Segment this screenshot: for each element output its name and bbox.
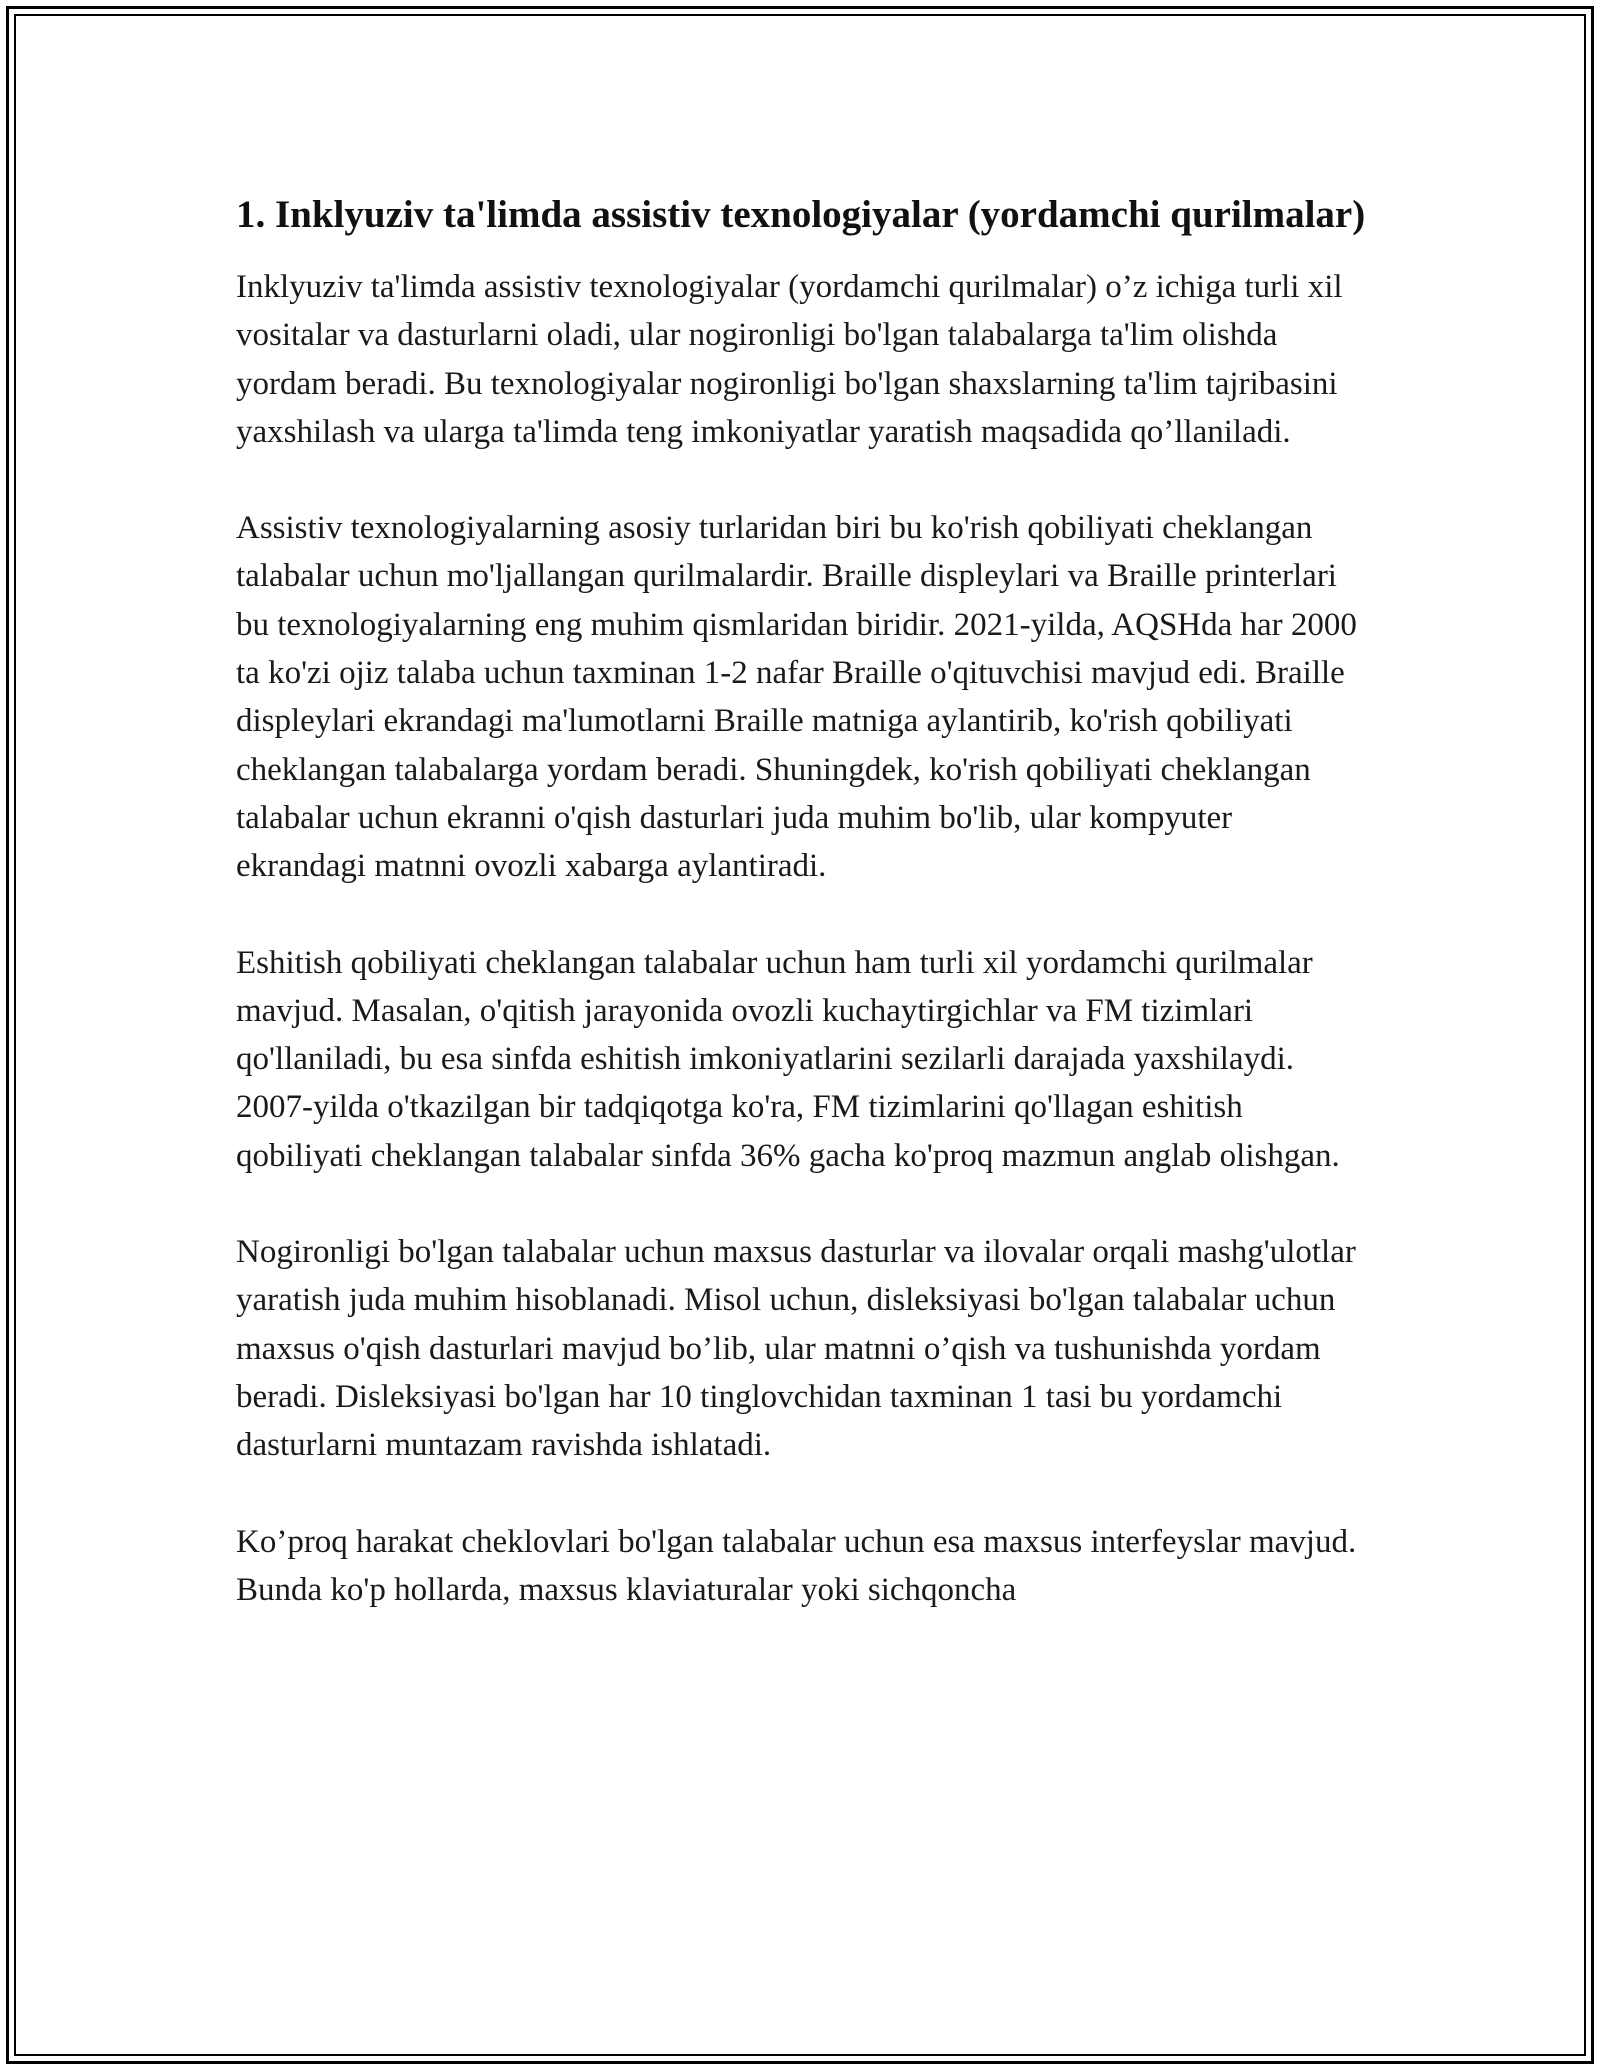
paragraph-vision: Assistiv texnologiyalarning asosiy turlaridan biri bu ko'rish qobiliyati cheklangan talabalar uchun mo'ljallangan qurilmalardir. Braille displeylari va Braille printerlari bu texnologiyalarning eng muhim qismlaridan biridir. 2021-yilda, AQSHda har 2000 ta ko'zi ojiz talaba uchun taxminan 1-2 nafar Braille o'qituvchisi mavjud edi. Braille displeylari ekrandagi ma'lumotlarni Braille matniga aylantirib, ko'rish qobiliyati cheklangan talabalarga yordam beradi. Shuningdek, ko'rish qobiliyati cheklangan talabalar uchun ekranni o'qish dasturlari juda muhim bo'lib, ular kompyuter ekrandagi matnni ovozli xabarga aylantiradi. — [236, 510, 1357, 885]
document-body — [236, 187, 1366, 1662]
paragraph-intro: Inklyuziv ta'limda assistiv texnologiyalar (yordamchi qurilmalar) o’z ichiga turli xil vositalar va dasturlarni oladi, ular nogironligi bo'lgan talabalarga ta'lim olishda yordam beradi. Bu texnologiyalar nogironligi bo'lgan shaxslarning ta'lim tajribasini yaxshilash va ularga ta'limda teng imkoniyatlar yaratish maqsadida qo’llaniladi. — [236, 269, 1343, 450]
paragraph-dyslexia: Nogironligi bo'lgan talabalar uchun maxsus dasturlar va ilovalar orqali mashg'ulotlar yaratish juda muhim hisoblanadi. Misol uchun, disleksiyasi bo'lgan talabalar uchun maxsus o'qish dasturlari mavjud bo’lib, ular matnni o’qish va tushunishda yordam beradi. Disleksiyasi bo'lgan har 10 tinglovchidan taxminan 1 tasi bu yordamchi dasturlarni muntazam ravishda ishlatadi. — [236, 1234, 1356, 1464]
section-heading: 1. Inklyuziv ta'limda assistiv texnologiyalar (yordamchi qurilmalar) — [236, 193, 1366, 236]
paragraph-hearing: Eshitish qobiliyati cheklangan talabalar uchun ham turli xil yordamchi qurilmalar mavjud. Masalan, o'qitish jarayonida ovozli kuchaytirgichlar va FM tizimlari qo'llaniladi, bu esa sinfda eshitish imkoniyatlarini sezilarli darajada yaxshilaydi. 2007-yilda o'tkazilgan bir tadqiqotga ko'ra, FM tizimlarini qo'llagan eshitish qobiliyati cheklangan talabalar sinfda 36% gacha ko'proq mazmun anglab olishgan. — [236, 944, 1340, 1174]
paragraph-mobility: Ko’proq harakat cheklovlari bo'lgan talabalar uchun esa maxsus interfeyslar mavjud. Bunda ko'p hollarda, maxsus klaviaturalar yoki sichqoncha — [236, 1523, 1357, 1608]
